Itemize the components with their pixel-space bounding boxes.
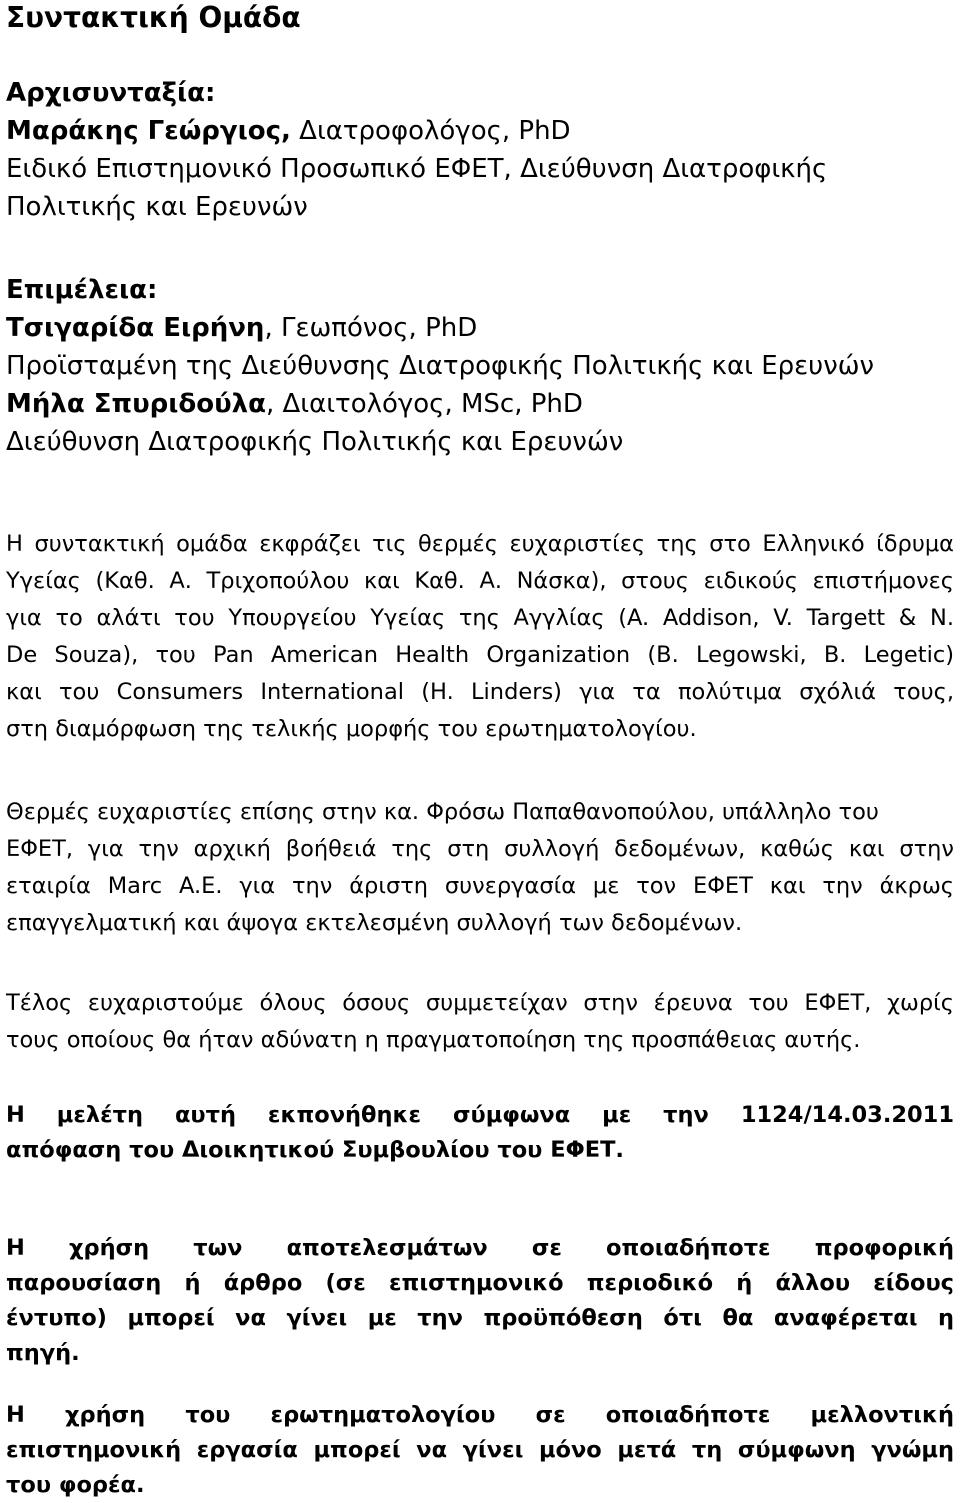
notice-line: απόφαση του Διοικητικού Συμβουλίου του ΕΦΕΤ. [6, 1137, 624, 1163]
paragraph-line: Τέλος ευχαριστούμε όλους όσους συμμετείχαν στην έρευνα του ΕΦΕΤ, χωρίς [6, 990, 954, 1016]
person-name: Τσιγαρίδα Ειρήνη [6, 313, 265, 343]
notice-line: πηγή. [6, 1340, 80, 1366]
notice-line: επιστημονική εργασία μπορεί να γίνει μόνο μετά τη σύμφωνη γνώμη [6, 1437, 954, 1463]
person-role: , Γεωπόνος, PhD [264, 313, 478, 343]
paragraph-line: ΕΦΕΤ, για την αρχική βοήθειά της στη συλλογή δεδομένων, καθώς και στην [6, 836, 954, 862]
decision-notice [6, 1098, 954, 1168]
paragraph-line: De Souza), του Pan American Health Organization (B. Legowski, B. Legetic) [6, 642, 954, 668]
notice-line: Η μελέτη αυτή εκπονήθηκε σύμφωνα με την 1124/14.03.2011 [6, 1102, 954, 1128]
paragraph-line: και του Consumers International (H. Linders) για τα πολύτιμα σχόλιά τους, [6, 679, 954, 705]
editor-name-line [6, 385, 954, 423]
editor-in-chief-section [6, 74, 954, 226]
editor-name-line [6, 309, 954, 347]
notice-line: έντυπο) μπορεί να γίνει με την προϋπόθεση ότι θα αναφέρεται η [6, 1305, 954, 1331]
oral-use-notice [6, 1231, 954, 1371]
page-title: Συντακτική Ομάδα [6, 1, 301, 34]
acknowledgements-paragraph [6, 526, 954, 748]
editing-heading: Επιμέλεια: [6, 275, 158, 305]
paragraph-line: εταιρία Marc A.E. για την άριστη συνεργασία με τον ΕΦΕΤ και την άκρως [6, 873, 954, 899]
paragraph-line: τους οποίους θα ήταν αδύνατη η πραγματοποίηση της προσπάθειας αυτής. [6, 1027, 861, 1053]
person-role: Διατροφολόγος, PhD [290, 116, 571, 146]
person-affiliation: Προϊσταμένη της Διεύθυνσης Διατροφικής Πολιτικής και Ερευνών [6, 351, 875, 381]
paragraph-line: για το αλάτι του Υπουργείου Υγείας της Αγγλίας (A. Addison, V. Targett & N. [6, 605, 954, 631]
editor-in-chief-heading: Αρχισυνταξία: [6, 78, 216, 108]
editor-in-chief-name-line [6, 112, 954, 150]
paragraph-line: Υγείας (Καθ. Α. Τριχοπούλου και Καθ. Α. Νάσκα), στους ειδικούς επιστήμονες [6, 568, 954, 594]
notice-line: παρουσίαση ή άρθρο (σε επιστημονικό περιοδικό ή άλλου είδους [6, 1270, 954, 1296]
person-name: Μήλα Σπυριδούλα [6, 389, 266, 419]
acknowledgements-paragraph-body [6, 794, 954, 942]
paragraph-line: στη διαμόρφωση της τελικής μορφής του ερωτηματολογίου. [6, 716, 697, 742]
person-affiliation: Πολιτικής και Ερευνών [6, 192, 308, 222]
editing-section [6, 271, 954, 461]
paragraph-line: επαγγελματική και άψογα εκτελεσμένη συλλογή των δεδομένων. [6, 910, 743, 936]
paragraph-line: Θερμές ευχαριστίες επίσης στην κα. Φρόσω Παπαθανοπούλου, υπάλληλο του [6, 799, 879, 825]
person-affiliation: Διεύθυνση Διατροφικής Πολιτικής και Ερευνών [6, 427, 624, 457]
paragraph-line: Η συντακτική ομάδα εκφράζει τις θερμές ευχαριστίες της στο Ελληνικό ίδρυμα [6, 531, 954, 557]
person-name: Μαράκης Γεώργιος, [6, 116, 291, 146]
notice-line: του φορέα. [6, 1472, 145, 1498]
notice-line: Η χρήση των αποτελεσμάτων σε οποιαδήποτε προφορική [6, 1235, 954, 1261]
person-role: , Διαιτολόγος, MSc, PhD [265, 389, 583, 419]
person-affiliation: Ειδικό Επιστημονικό Προσωπικό ΕΦΕΤ, Διεύθυνση Διατροφικής [6, 154, 828, 184]
questionnaire-use-notice [6, 1398, 954, 1503]
notice-line: Η χρήση του ερωτηματολογίου σε οποιαδήποτε μελλοντική [6, 1402, 954, 1428]
acknowledgements-paragraph [6, 985, 954, 1059]
